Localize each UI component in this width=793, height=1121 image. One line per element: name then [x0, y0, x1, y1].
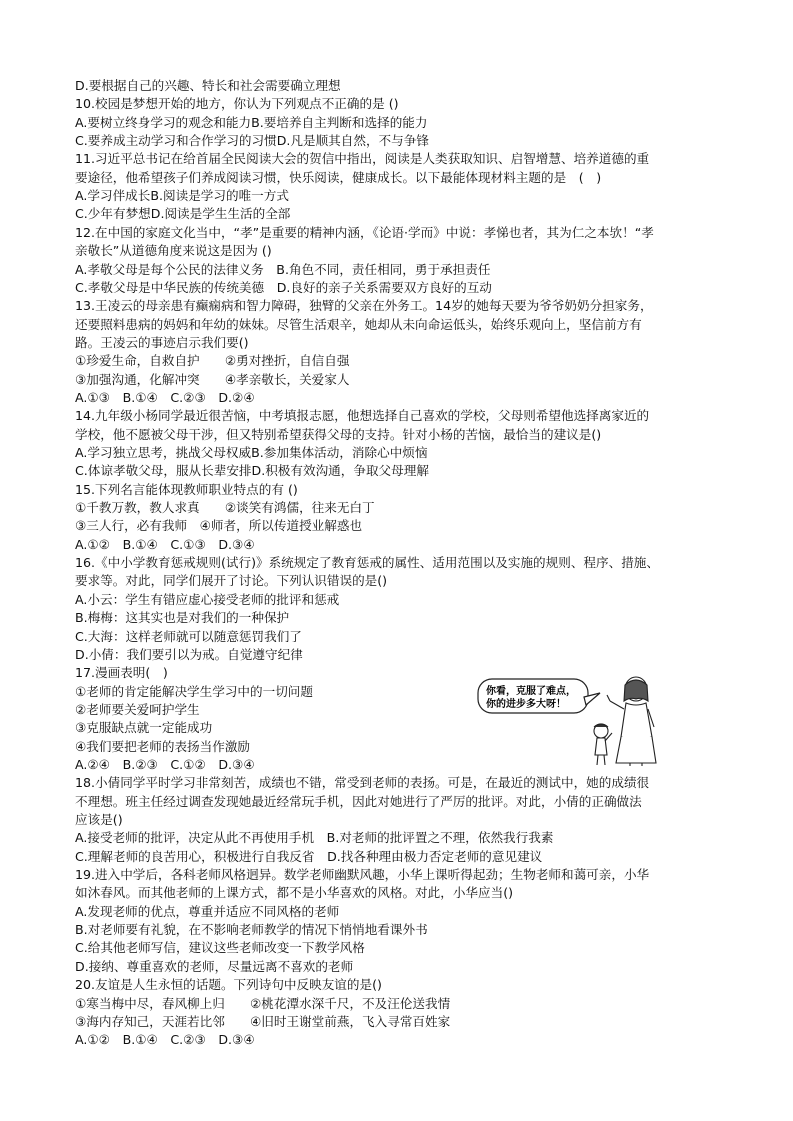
text-line: D.接纳、尊重喜欢的老师，尽量远离不喜欢的老师 [75, 958, 354, 974]
text-line: D.要根据自己的兴趣、特长和社会需要确立理想 [75, 78, 341, 93]
text-line: ③海内存知己，天涯若比邻 ④旧时王谢堂前燕，飞入寻常百姓家 [75, 1013, 451, 1029]
text-line: B.对老师要有礼貌，在不影响老师教学的情况下悄悄地看课外书 [75, 922, 428, 938]
text-line: 10.校园是梦想开始的地方，你认为下列观点不正确的是 () [75, 96, 399, 112]
text-line: 要途径，他希望孩子们养成阅读习惯，快乐阅读，健康成长。以下最能体现材料主题的是 ( ) [75, 169, 602, 185]
text-line: ①老师的肯定能解决学生学习中的一切问题 [75, 683, 313, 699]
text-line: 不理想。班主任经过调查发现她最近经常玩手机，因此对她进行了严厉的批评。对此，小倩的正确做法 [75, 793, 642, 809]
text-line: C.大海：这样老师就可以随意惩罚我们了 [75, 628, 302, 644]
text-line: A.要树立终身学习的观念和能力B.要培养自主判断和选择的能力 [75, 114, 428, 130]
text-line: A.学习伴成长B.阅读是学习的唯一方式 [75, 188, 289, 204]
text-line: C.体谅孝敬父母，服从长辈安排D.积极有效沟通，争取父母理解 [75, 463, 429, 479]
text-line: A.接受老师的批评，决定从此不再使用手机 B.对老师的批评置之不理，依然我行我素 [75, 830, 554, 846]
text-line: 15.下列名言能体现教师职业特点的有 () [75, 481, 298, 497]
text-line: 12.在中国的家庭文化当中，“孝”是重要的精神内涵，《论语·学而》中说：孝悌也者，其为仁之本欤！“孝 [75, 224, 654, 240]
text-line: 19.进入中学后，各科老师风格迥异。数学老师幽默风趣，小华上课听得起劲；生物老师和蔼可亲，小华 [75, 867, 650, 883]
text-line: 13.王凌云的母亲患有癫痫病和智力障碍，独臂的父亲在外务工。14岁的她每天要为爷爷奶奶分担家务， [75, 298, 653, 314]
text-line: 学校，他不愿被父母干涉，但又特别希望获得父母的支持。针对小杨的苦恼，最恰当的建议是() [75, 426, 602, 442]
teacher-figure [607, 677, 656, 766]
text-line: 11.习近平总书记在给首届全民阅读大会的贺信中指出，阅读是人类获取知识、启智增慧、培养道德的重 [75, 151, 650, 167]
text-line: C.少年有梦想D.阅读是学生生活的全部 [75, 206, 291, 222]
text-line: A.①② B.①④ C.②③ D.③④ [75, 1032, 255, 1048]
text-line: 18.小倩同学平时学习非常刻苦，成绩也不错，常受到老师的表扬。可是，在最近的测试中，她的成绩很 [75, 775, 650, 791]
text-line: 16.《中小学教育惩戒规则(试行)》系统规定了教育惩戒的属性、适用范围以及实施的规则、程序、措施、 [75, 555, 659, 571]
speech-line-2: 你的进步多大呀！ [486, 699, 566, 710]
text-line: ③三人行，必有我师 ④师者，所以传道授业解惑也 [75, 518, 363, 534]
text-line: 应该是() [75, 812, 123, 827]
text-line: D.小倩：我们要引以为戒。自觉遵守纪律 [75, 646, 303, 662]
text-line: ③加强沟通，化解冲突 ④孝亲敬长，关爱家人 [75, 371, 350, 387]
text-line: ②老师要关爱呵护学生 [75, 701, 200, 717]
student-figure [594, 724, 612, 765]
text-line: ④我们要把老师的表扬当作激励 [75, 738, 251, 754]
text-line: 路。王凌云的事迹启示我们要() [75, 334, 249, 350]
text-line: ①寒当梅中尽，春风柳上归 ②桃花潭水深千尺，不及汪伦送我情 [75, 995, 451, 1011]
text-line: 17.漫画表明( ) [75, 665, 168, 681]
text-line: 14.九年级小杨同学最近很苦恼，中考填报志愿，他想选择自己喜欢的学校，父母则希望他选择离家近的 [75, 408, 650, 424]
text-line: ①珍爱生命，自救自护 ②勇对挫折，自信自强 [75, 353, 350, 369]
text-line: C.要养成主动学习和合作学习的习惯D.凡是顺其自然，不与争锋 [75, 133, 429, 149]
text-line: 如沐春风。而其他老师的上课方式，都不是小华喜欢的风格。对此，小华应当() [75, 885, 514, 901]
text-line: B.梅梅：这其实也是对我们的一种保护 [75, 610, 290, 626]
text-line: 亲敬长”从道德角度来说这是因为 () [75, 243, 272, 259]
text-line: 要求等。对此，同学们展开了讨论。下列认识错误的是() [75, 573, 388, 589]
text-line: C.孝敬父母是中华民族的传统美德 D.良好的亲子关系需要双方良好的互动 [75, 279, 492, 295]
text-line: A.学习独立思考，挑战父母权威B.参加集体活动，消除心中烦恼 [75, 445, 428, 460]
text-line: ①千教万教，教人求真 ②谈笑有鸿儒，往来无白丁 [75, 500, 375, 516]
text-line: 还要照料患病的妈妈和年幼的妹妹。尽管生活艰辛，她却从未向命运低头，始终乐观向上，坚信前方有 [75, 316, 642, 332]
text-line: A.①③ B.①④ C.②③ D.②④ [75, 389, 255, 405]
text-line: C.给其他老师写信，建议这些老师改变一下教学风格 [75, 940, 365, 956]
text-line: A.孝敬父母是每个公民的法律义务 B.角色不同，责任相同，勇于承担责任 [75, 261, 491, 277]
comic-illustration [476, 675, 676, 767]
text-line: C.理解老师的良苦用心，积极进行自我反省 D.找各种理由极力否定老师的意见建议 [75, 848, 543, 864]
speech-line-1: 你看，克服了难点， [486, 686, 576, 697]
text-line: A.小云：学生有错应虚心接受老师的批评和惩戒 [75, 591, 340, 607]
text-line: A.②④ B.②③ C.①② D.③④ [75, 756, 255, 772]
text-line: ③克服缺点就一定能成功 [75, 720, 213, 736]
text-line: A.发现老师的优点，尊重并适应不同风格的老师 [75, 903, 340, 919]
text-line: A.①② B.①④ C.①③ D.③④ [75, 536, 255, 552]
text-line: 20.友谊是人生永恒的话题。下列诗句中反映友谊的是() [75, 977, 382, 993]
